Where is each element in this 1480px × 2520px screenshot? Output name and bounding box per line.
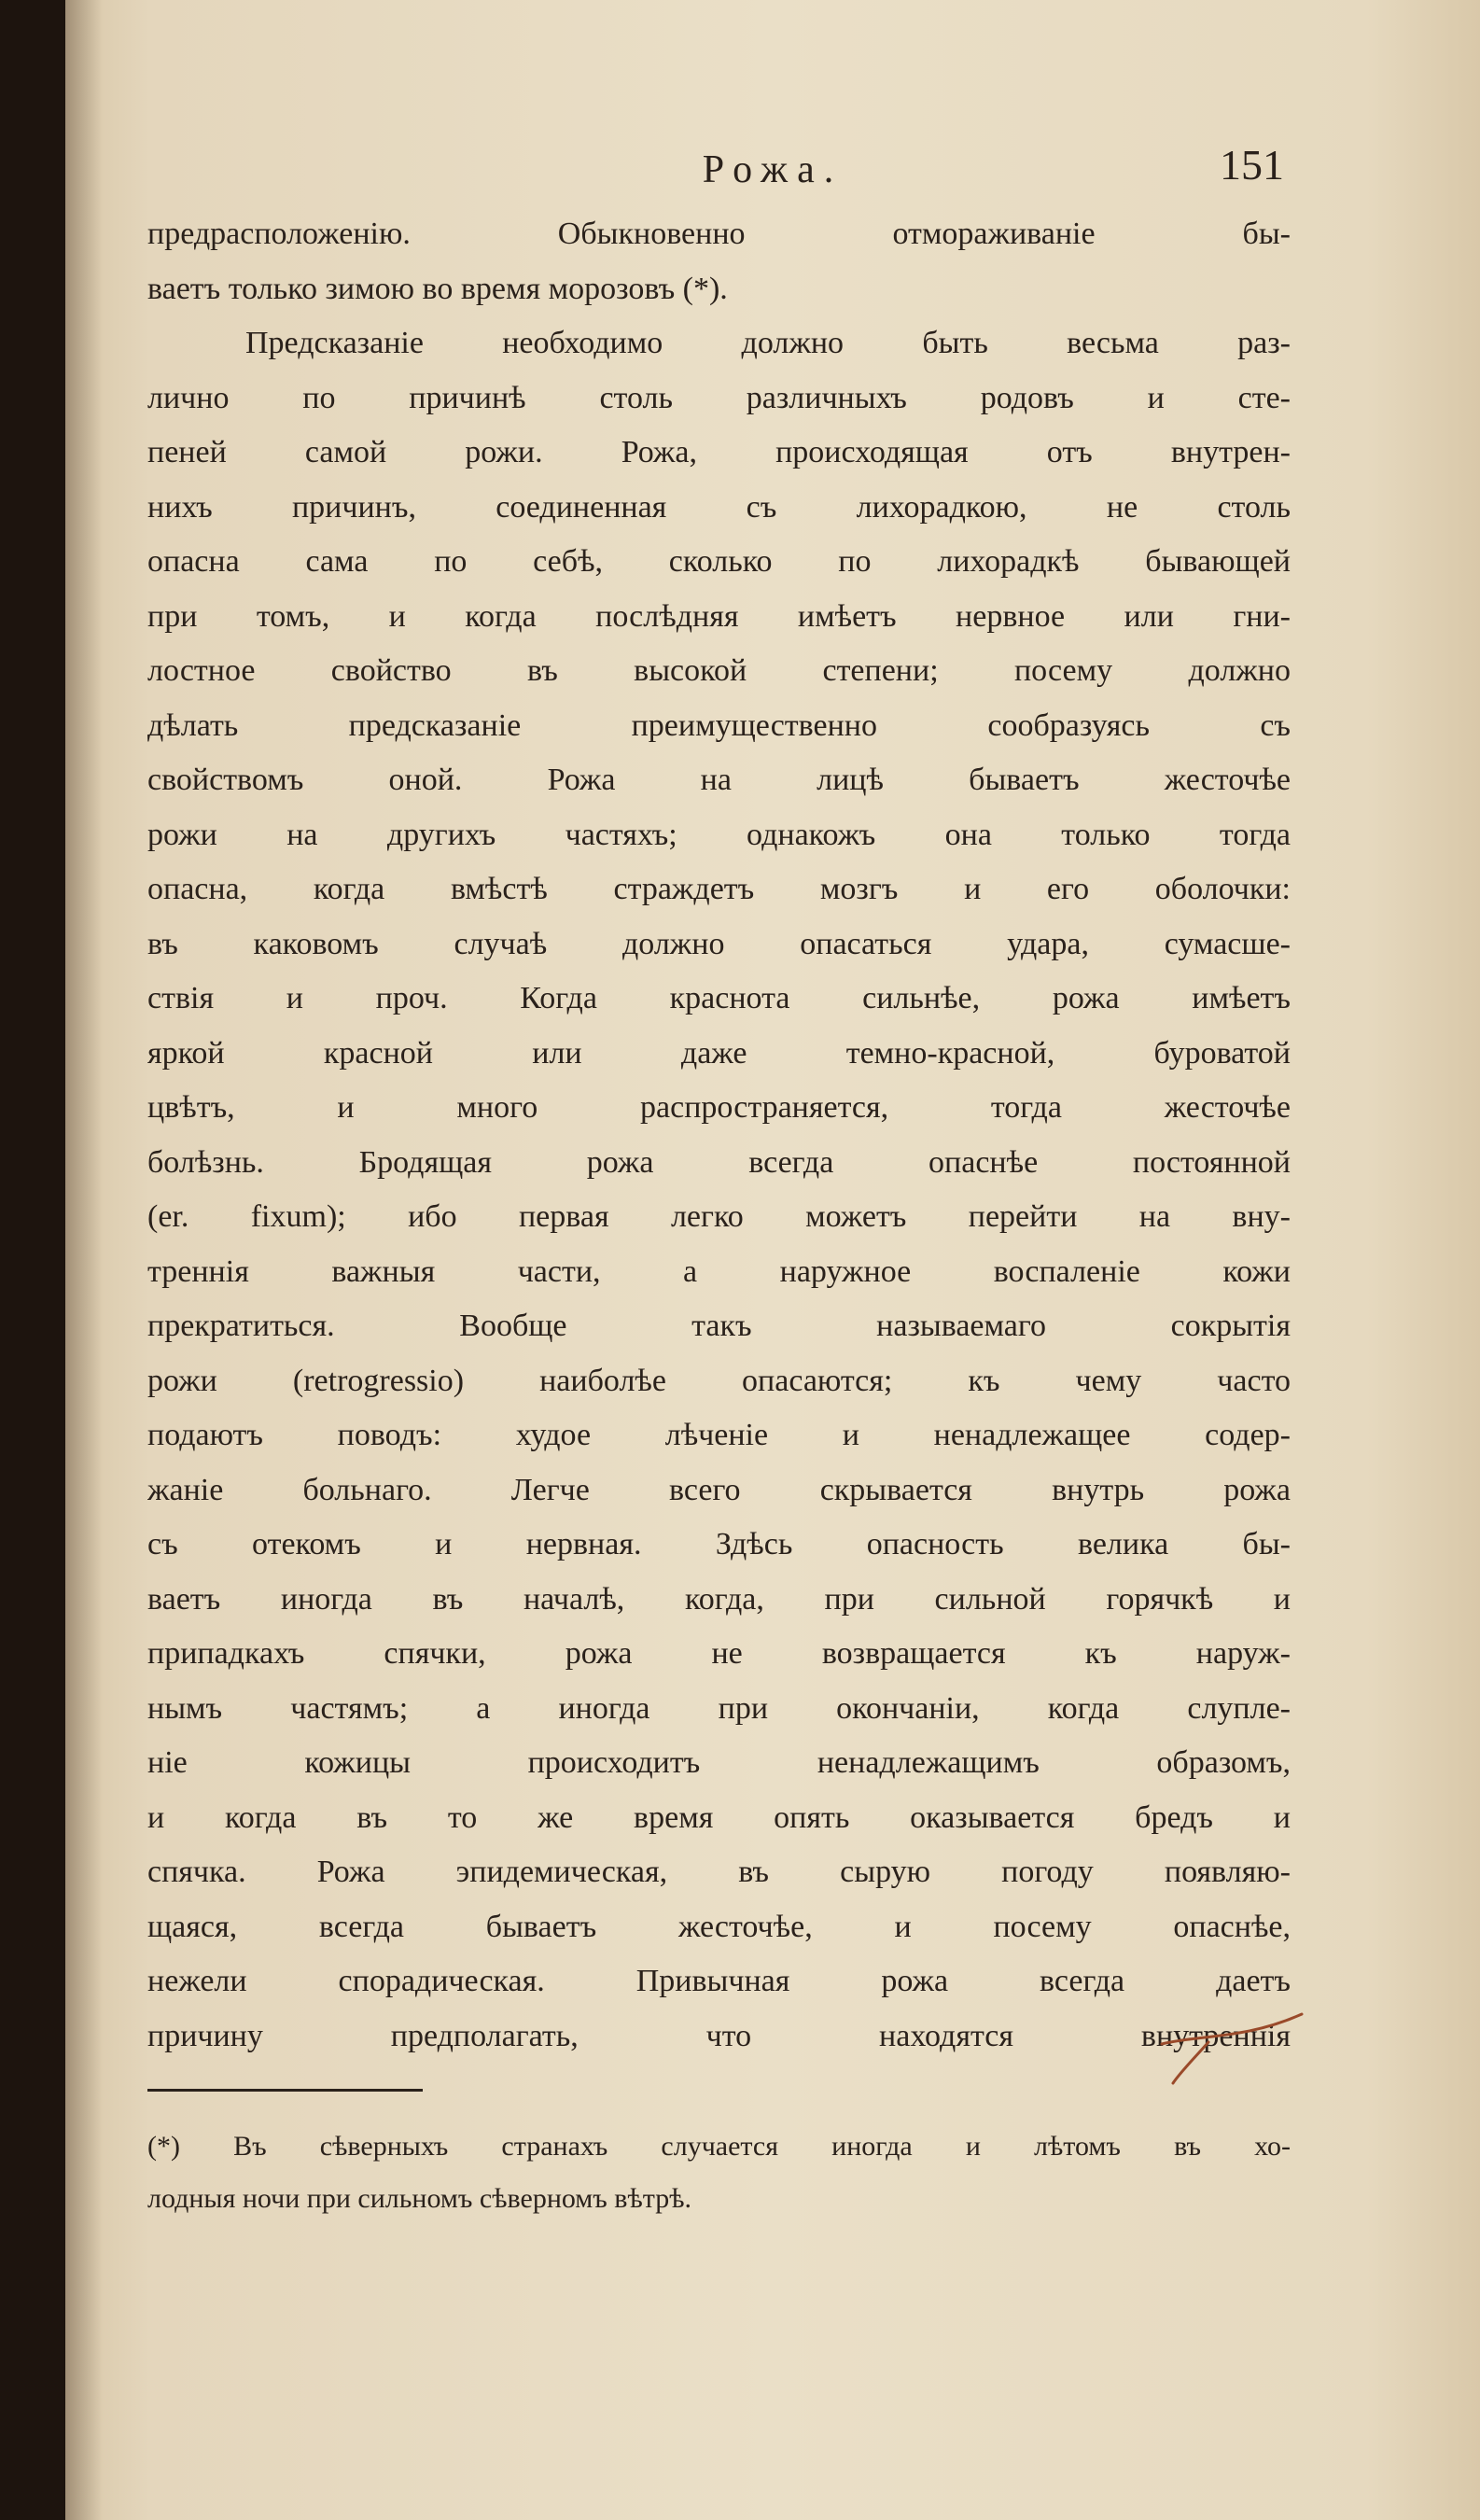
text-line: опасна, когда вмѣстѣ страждетъ мозгъ и его оболочки:	[147, 872, 1291, 906]
text-line: дѣлать предсказаніе преимущественно сообразуясь съ	[147, 707, 1291, 743]
footnote-divider	[147, 2089, 423, 2092]
text-line: съ отекомъ и нервная. Здѣсь опасность велика бы-	[147, 1527, 1291, 1561]
footnote-line: (*) Въ сѣверныхъ странахъ случается иногда и лѣтомъ въ хо-	[147, 2131, 1291, 2162]
text-line: спячка. Рожа эпидемическая, въ сырую погоду появляю-	[147, 1855, 1291, 1889]
text-line: при томъ, и когда послѣдняя имѣетъ нервное или гни-	[147, 598, 1291, 634]
text-line: ваетъ только зимою во время морозовъ (*).	[147, 271, 728, 306]
body-text	[147, 207, 1291, 2064]
text-line: припадкахъ спячки, рожа не возвращается къ наруж-	[147, 1636, 1291, 1671]
text-line: причину предполагать, что находятся внутреннія	[147, 2018, 1291, 2053]
text-line: подаютъ поводъ: худое лѣченіе и ненадлежащее содер-	[147, 1418, 1291, 1452]
footnote	[147, 2121, 1291, 2225]
pencil-mark-icon	[1152, 2007, 1311, 2091]
text-line: треннія важныя части, а наружное воспаленіе кожи	[147, 1253, 1291, 1289]
book-page	[65, 0, 1480, 2520]
text-line: цвѣтъ, и много распространяется, тогда жесточѣе	[147, 1090, 1291, 1125]
text-line: опасна сама по себѣ, сколько по лихорадкѣ бывающей	[147, 544, 1291, 579]
text-line: болѣзнь. Бродящая рожа всегда опаснѣе постоянной	[147, 1144, 1291, 1180]
text-line: рожи (retrogressio) наиболѣе опасаются; къ чему часто	[147, 1363, 1291, 1398]
text-line: яркой красной или даже темно-красной, буроватой	[147, 1035, 1291, 1071]
text-line: прекратиться. Вообще такъ называемаго сокрытія	[147, 1309, 1291, 1343]
text-line: рожи на другихъ частяхъ; однакожъ она только тогда	[147, 817, 1291, 852]
text-line: предрасположенію. Обыкновенно отмораживаніе бы-	[147, 217, 1291, 251]
page-number: 151	[1220, 141, 1284, 189]
text-line: нихъ причинъ, соединенная съ лихорадкою, не столь	[147, 489, 1291, 525]
text-line: нымъ частямъ; а иногда при окончаніи, когда слупле-	[147, 1690, 1291, 1726]
text-line: въ каковомъ случаѣ должно опасаться удара, сумасше-	[147, 926, 1291, 961]
text-line: ствія и проч. Когда краснота сильнѣе, рожа имѣетъ	[147, 981, 1291, 1015]
text-line: пеней самой рожи. Рожа, происходящая отъ внутрен-	[147, 435, 1291, 469]
text-line: жаніе больнаго. Легче всего скрывается внутрь рожа	[147, 1472, 1291, 1507]
text-line: лично по причинѣ столь различныхъ родовъ и сте-	[147, 380, 1291, 415]
text-line: лостное свойство въ высокой степени; посему должно	[147, 653, 1291, 688]
running-head-title: Рожа.	[702, 148, 844, 191]
text-line: (er. fixum); ибо первая легко можетъ перейти на вну-	[147, 1199, 1291, 1234]
footnote-line: лодныя ночи при сильномъ сѣверномъ вѣтрѣ.	[147, 2183, 692, 2214]
text-line: Предсказаніе необходимо должно быть весьма раз-	[245, 326, 1291, 360]
text-line: нежели спорадическая. Привычная рожа всегда даетъ	[147, 1964, 1291, 1998]
text-line: и когда въ то же время опять оказывается бредъ и	[147, 1799, 1291, 1835]
text-line: свойствомъ оной. Рожа на лицѣ бываетъ жесточѣе	[147, 763, 1291, 797]
text-line: щаяся, всегда бываетъ жесточѣе, и посему опаснѣе,	[147, 1909, 1291, 1944]
text-line: ніе кожицы происходитъ ненадлежащимъ образомъ,	[147, 1745, 1291, 1780]
text-line: ваетъ иногда въ началѣ, когда, при сильной горячкѣ и	[147, 1581, 1291, 1617]
